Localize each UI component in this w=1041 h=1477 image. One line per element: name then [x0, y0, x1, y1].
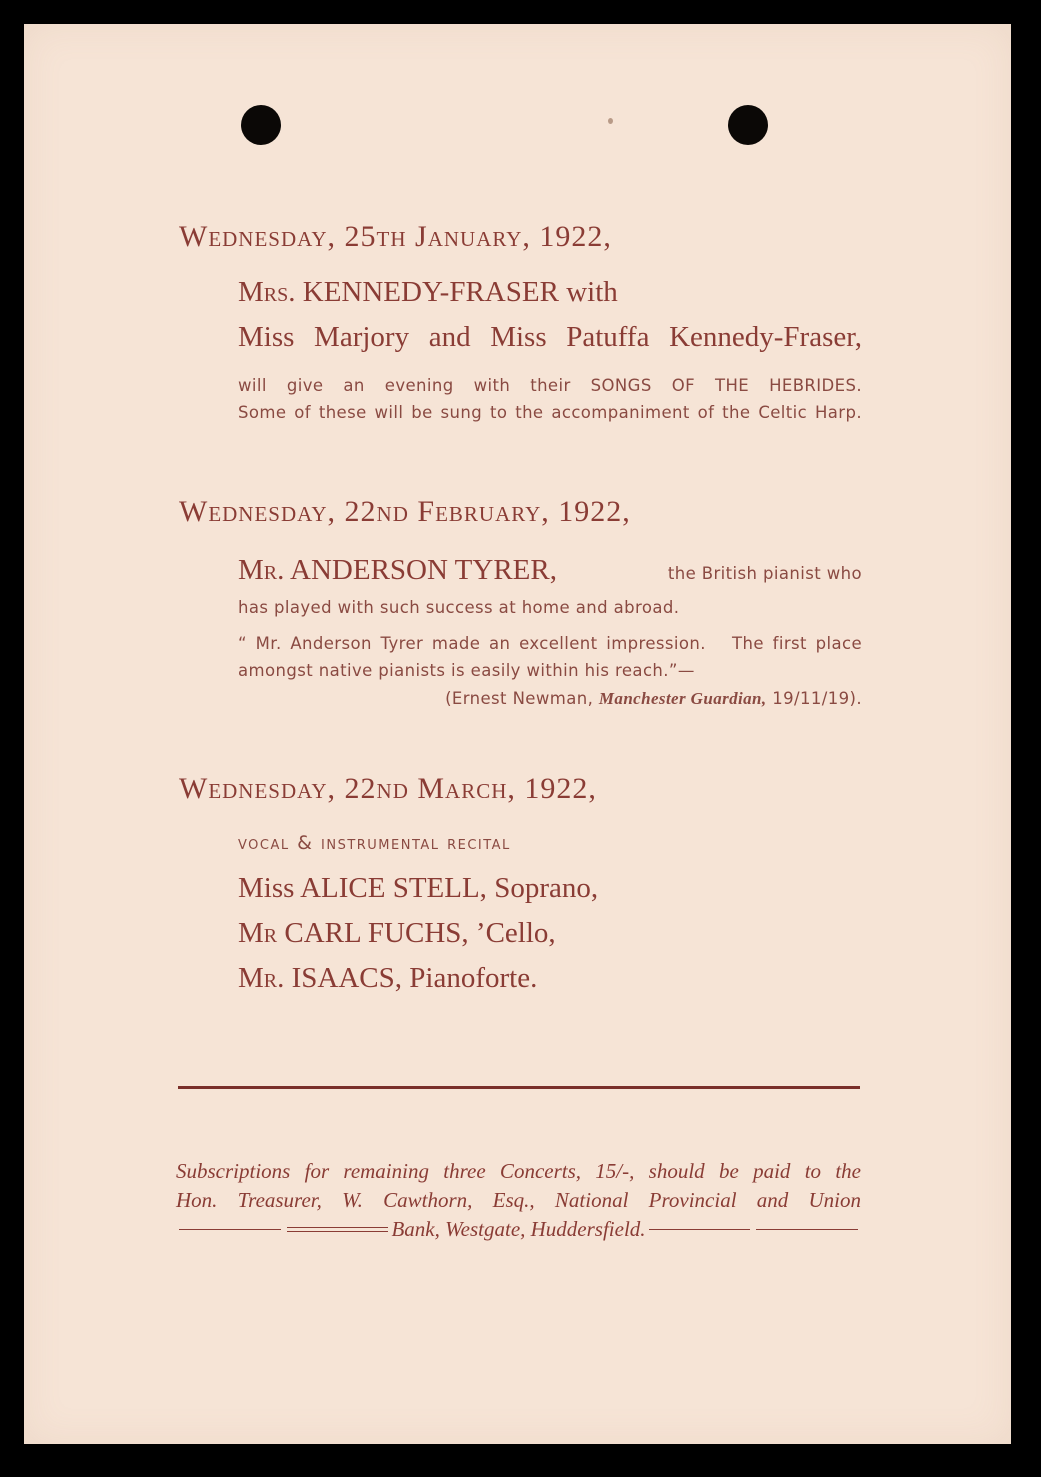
concert-1-desc1: will give an evening with their SONGS OF THE HEBRIDES.	[238, 376, 862, 395]
performer-title: Mr	[238, 917, 278, 949]
subscription-line-3: Bank, Westgate, Huddersfield.	[391, 1217, 646, 1241]
divider-rule	[178, 1086, 860, 1089]
concert-1-tail: with	[566, 276, 618, 308]
performer-role: ’Cello,	[475, 917, 556, 949]
performer-name: ISAACS,	[291, 962, 403, 994]
concert-3-heading: vocal & instrumental recital	[238, 832, 511, 854]
performer-role: Pianoforte.	[409, 962, 538, 994]
concert-1-desc2: Some of these will be sung to the accompaniment of the Celtic Harp.	[238, 403, 862, 422]
attribution-date: 19/11/19).	[772, 689, 862, 708]
subscription-note	[176, 1157, 861, 1244]
attribution-author: (Ernest Newman,	[445, 689, 594, 708]
performer-title: Mr.	[238, 962, 285, 994]
attribution-source: Manchester Guardian,	[598, 689, 767, 708]
performer-name: CARL FUCHS,	[284, 917, 469, 949]
concert-1-name: KENNEDY-FRASER	[302, 276, 559, 308]
concert-3-date: Wednesday, 22nd March, 1922,	[179, 772, 597, 805]
ornament-dash	[179, 1229, 281, 1230]
performer-name: ALICE STELL,	[300, 872, 487, 904]
punch-hole-left	[241, 105, 281, 145]
concert-2-date: Wednesday, 22nd February, 1922,	[179, 495, 631, 528]
concert-2-details	[238, 548, 862, 714]
concert-2-quote1: “ Mr. Anderson Tyrer made an excellent impression. The first place	[238, 634, 862, 653]
concert-2-desc1: has played with such success at home and abroad.	[238, 598, 680, 617]
performer-title: Miss	[238, 872, 295, 904]
ornament-dash	[756, 1229, 858, 1230]
program-sheet	[24, 24, 1011, 1444]
concert-1-title: Mrs.	[238, 276, 296, 308]
concert-3-performer-3	[238, 956, 862, 1001]
concert-1-date: Wednesday, 25th January, 1922,	[179, 220, 612, 253]
performer-role: Soprano,	[494, 872, 599, 904]
subscription-line-2: Hon. Treasurer, W. Cawthorn, Esq., National Provincial and Union	[176, 1188, 861, 1212]
concert-2-attribution	[238, 684, 862, 714]
concert-2-tail: the British pianist who	[667, 564, 862, 583]
concert-2-name: ANDERSON TYRER,	[290, 554, 557, 586]
concert-2-performer	[238, 548, 862, 596]
punch-hole-right	[728, 105, 768, 145]
concert-3-performer-1	[238, 866, 862, 911]
subscription-line-3-row	[176, 1215, 861, 1244]
concert-1-performer	[238, 270, 862, 315]
paper-speck	[608, 118, 613, 124]
concert-1-line2: Miss Marjory and Miss Patuffa Kennedy-Fraser,	[238, 321, 862, 353]
concert-2-title: Mr.	[238, 554, 285, 586]
concert-1-details	[238, 270, 862, 426]
concert-2-quote2: amongst native pianists is easily within his reach.”—	[238, 661, 695, 680]
concert-3-performer-2	[238, 911, 862, 956]
subscription-line-1: Subscriptions for remaining three Concerts, 15/-, should be paid to the	[176, 1159, 861, 1183]
concert-3-details	[238, 830, 862, 1001]
ornament-dash	[649, 1229, 751, 1230]
ornament-double-dash	[287, 1227, 389, 1232]
